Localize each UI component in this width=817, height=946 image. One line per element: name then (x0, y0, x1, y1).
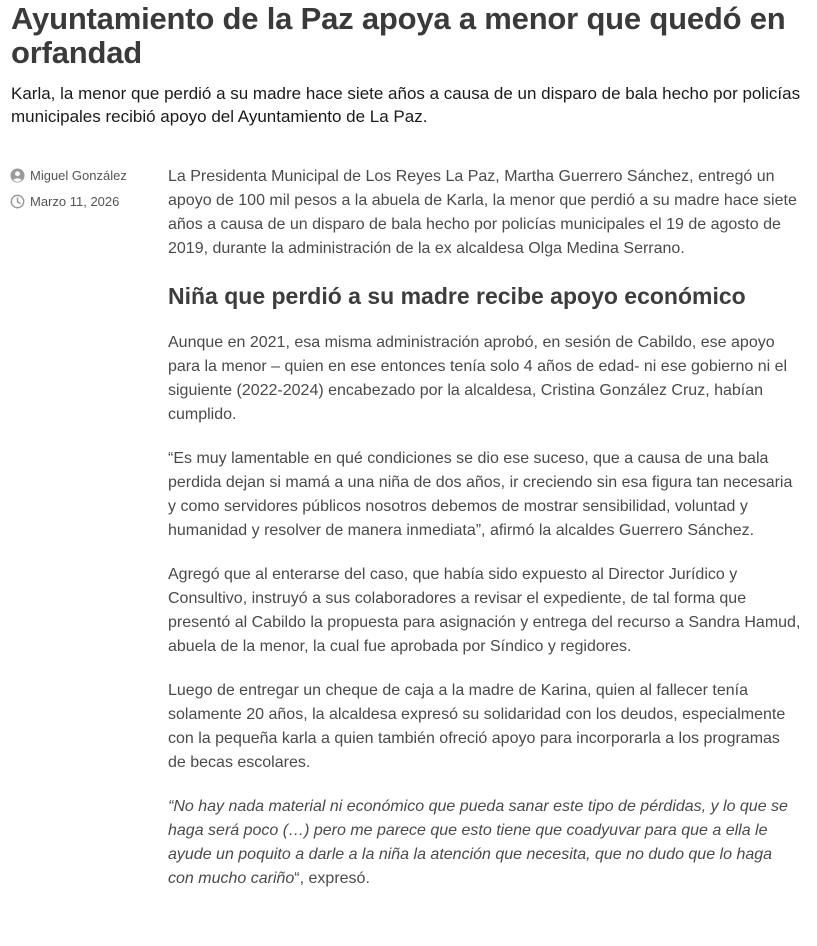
publish-date (10, 190, 160, 212)
publish-date-text: Marzo 11, 2026 (30, 193, 120, 209)
article-body (168, 165, 802, 911)
author-byline[interactable] (10, 164, 160, 186)
paragraph: Luego de entregar un cheque de caja a la madre de Karina, quien al fallecer tenía solamente 20 años, la alcaldesa expresó su solidaridad con los deudos, especialmente con la pequeña karla a quien también ofreció apoyo para incorporarla a los programas de becas escolares. (168, 682, 786, 771)
paragraph: Agregó que al enterarse del caso, que había sido expuesto al Director Jurídico y Consultivo, instruyó a sus colaboradores a revisar el expediente, de tal forma que presentó al Cabildo la propuesta para asignación y entrega del recurso a Sandra Hamud, abuela de la menor, la cual fue aprobada por Síndico y regidores. (168, 566, 801, 655)
author-name[interactable]: Miguel González (30, 167, 127, 183)
article-subtitle: Karla, la menor que perdió a su madre hace siete años a causa de un disparo de bala hecho por policías municipales recibió apoyo del Ayuntamiento de La Paz. (11, 84, 801, 126)
paragraph: La Presidenta Municipal de Los Reyes La Paz, Martha Guerrero Sánchez, entregó un apoyo de 100 mil pesos a la abuela de Karla, la menor que perdió a su madre hace siete años a causa de un disparo de bala hecho por policías municipales el 19 de agosto de 2019, durante la administración de la ex alcaldesa Olga Medina Serrano. (168, 168, 797, 257)
clock-icon (10, 194, 25, 209)
quote-text: “No hay nada material ni económico que pueda sanar este tipo de pérdidas, y lo que se haga será poco (…) pero me parece que esto tiene que coadyuvar para que a ella le ayude un poquito a darle a la niña la atención que necesita, que no dudo que lo haga con mucho cariño (168, 798, 788, 887)
user-icon (10, 168, 25, 183)
paragraph: Aunque en 2021, esa misma administración aprobó, en sesión de Cabildo, ese apoyo para la menor – quien en ese entonces tenía solo 4 años de edad- ni ese gobierno ni el siguiente (2022-2024) encabezado por la alcaldesa, Cristina González Cruz, habían cumplido. (168, 334, 788, 423)
quote-attribution: “, expresó. (294, 870, 370, 887)
quote-paragraph (168, 795, 802, 891)
article-title: Ayuntamiento de la Paz apoya a menor que quedó en orfandad (11, 1, 786, 70)
article-meta (10, 164, 160, 216)
section-heading: Niña que perdió a su madre recibe apoyo económico (168, 283, 746, 309)
paragraph: “Es muy lamentable en qué condiciones se dio ese suceso, que a causa de una bala perdida dejan si mamá a una niña de dos años, ir creciendo sin esa figura tan necesaria y como servidores públicos nosotros debemos de mostrar sensibilidad, voluntad y humanidad y resolver de manera inmediata”, afirmó la alcaldes Guerrero Sánchez. (168, 450, 793, 539)
